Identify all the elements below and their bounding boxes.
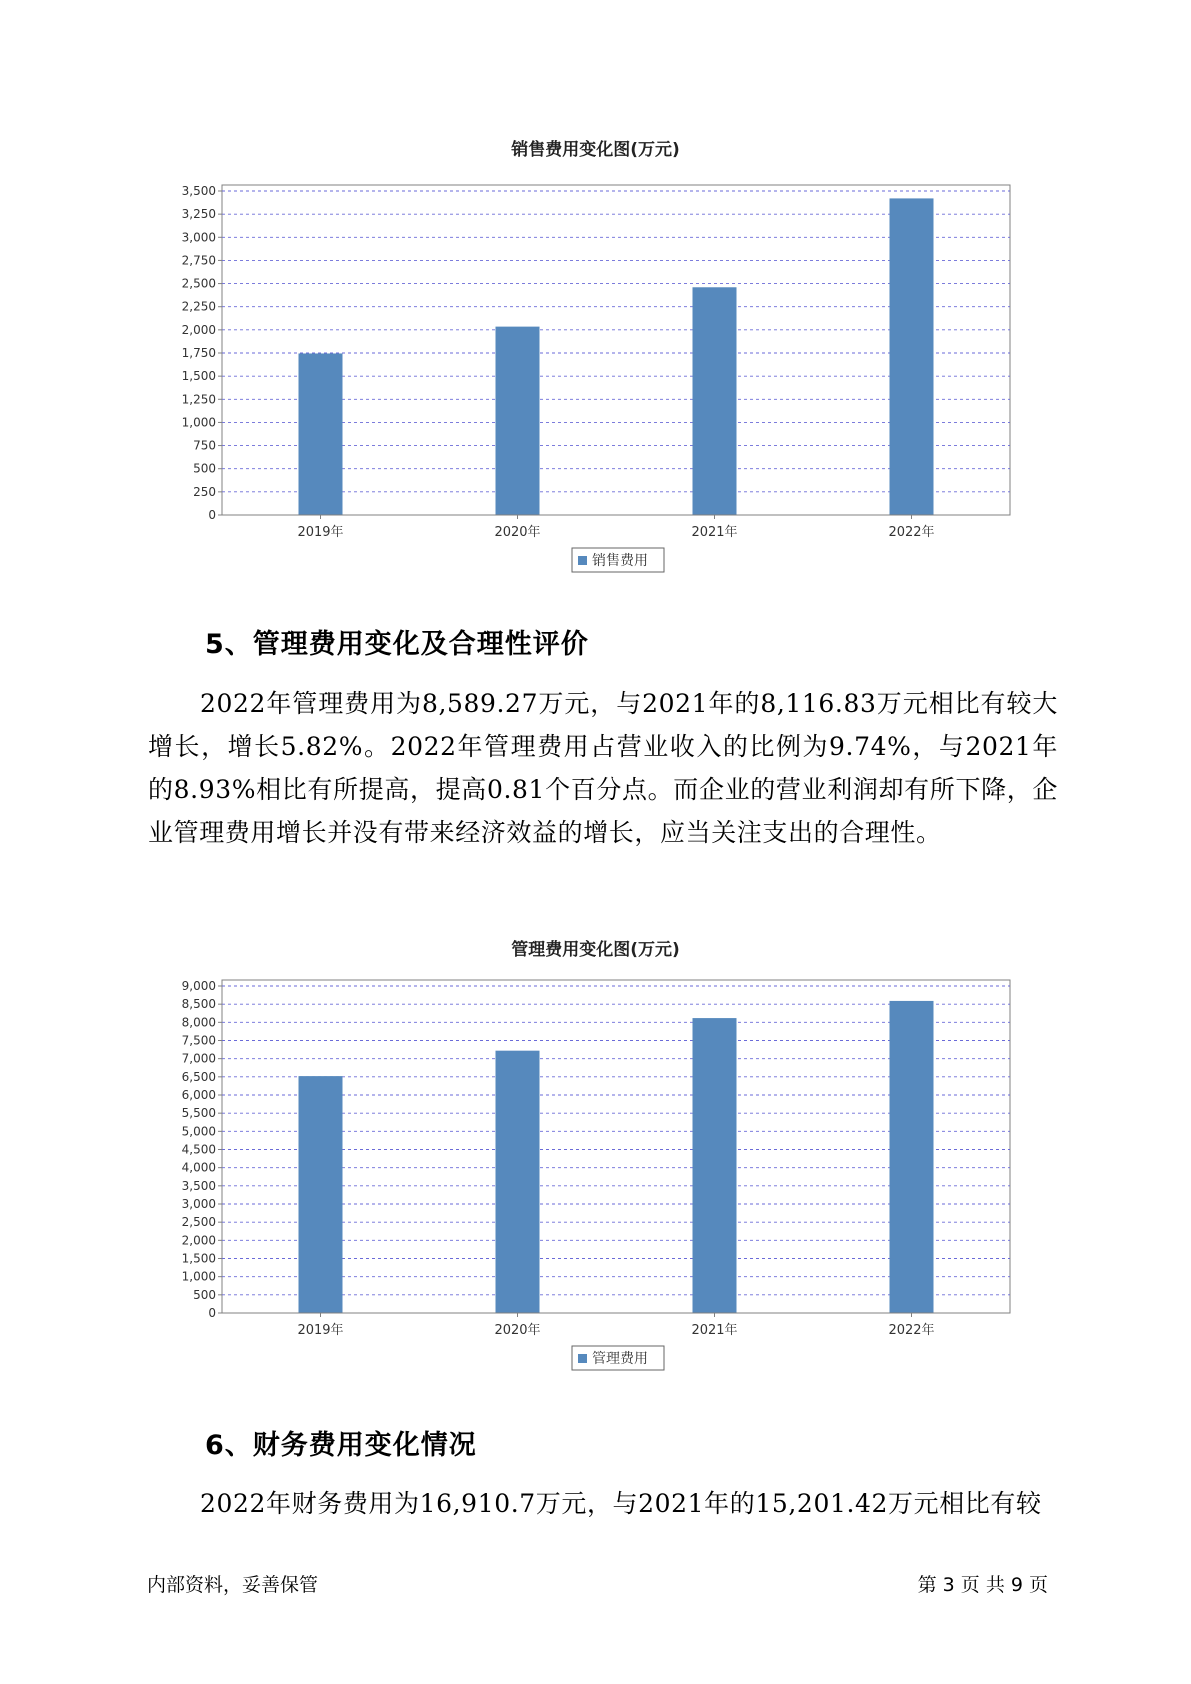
chart2-legend-label: 管理费用 [592, 1351, 648, 1367]
chart2-y-tick-label: 3,000 [181, 1197, 216, 1211]
chart2-y-tick-label: 1,000 [181, 1269, 216, 1284]
footer-page-number: 第 3 页 共 9 页 [917, 1574, 1048, 1596]
chart2-y-tick-label: 7,500 [181, 1033, 216, 1048]
chart1-y-tick-label: 3,500 [181, 184, 216, 198]
chart2-y-tick-label: 8,500 [181, 997, 216, 1012]
chart1-y-tick-label: 0 [208, 508, 216, 522]
chart1-y-tick-label: 1,500 [181, 369, 216, 384]
chart1-x-tick-label: 2021年 [691, 525, 738, 540]
chart2-x-tick-label: 2022年 [888, 1323, 935, 1338]
section5-heading: 5、管理费用变化及合理性评价 [205, 629, 589, 660]
chart1-y-tick-label: 1,250 [181, 392, 216, 407]
chart2-bar [693, 1018, 737, 1313]
section6-paragraph [148, 1482, 1058, 1525]
section6-heading: 6、财务费用变化情况 [205, 1430, 477, 1461]
chart2-y-tick-label: 2,000 [181, 1233, 216, 1248]
chart2-y-tick-label: 4,000 [181, 1160, 216, 1175]
chart1-x-tick-label: 2022年 [888, 525, 935, 540]
chart2-title: 管理费用变化图(万元) [511, 940, 680, 960]
chart1-y-tick-label: 750 [193, 438, 216, 453]
chart1-y-tick-label: 3,250 [181, 207, 216, 222]
chart2-x-tick-label: 2020年 [494, 1323, 541, 1338]
chart2-x-tick-label: 2021年 [691, 1323, 738, 1338]
chart1-y-tick-label: 1,000 [181, 415, 216, 430]
chart2-x-tick-label: 2019年 [297, 1323, 344, 1338]
chart2-y-tick-label: 7,000 [181, 1051, 216, 1066]
chart2-y-tick-label: 5,000 [181, 1124, 216, 1139]
chart2-legend-swatch [578, 1354, 587, 1363]
section6-paragraph-text: 2022年财务费用为16,910.7万元，与2021年的15,201.42万元相比有较 [200, 1489, 1042, 1518]
section5-paragraph-text: 2022年管理费用为8,589.27万元，与2021年的8,116.83万元相比有较大增长，增长5.82%。2022年管理费用占营业收入的比例为9.74%，与2021年的8.93%相比有所提高，提高0.81个百分点。而企业的营业利润却有所下降，企业管理费用增长并没有带来经济效益的增长，应当关注支出的合理性。 [148, 689, 1058, 847]
chart2-y-tick-label: 9,000 [181, 979, 216, 993]
chart2-y-tick-label: 4,500 [181, 1142, 216, 1157]
chart1-y-tick-label: 3,000 [181, 230, 216, 245]
chart1-y-tick-label: 2,250 [181, 299, 216, 314]
chart2-y-tick-label: 6,500 [181, 1069, 216, 1084]
chart1-y-tick-label: 2,500 [181, 276, 216, 291]
chart1-legend-label: 销售费用 [592, 553, 648, 569]
chart1-y-tick-label: 2,750 [181, 253, 216, 268]
chart2-y-tick-label: 500 [193, 1287, 216, 1302]
chart2-y-tick-label: 8,000 [181, 1015, 216, 1030]
chart2-y-tick-label: 3,500 [181, 1178, 216, 1193]
chart1-x-tick-label: 2019年 [297, 525, 344, 540]
chart1-title: 销售费用变化图(万元) [511, 140, 680, 160]
chart1-y-tick-label: 250 [193, 484, 216, 499]
chart2-bar [890, 1001, 934, 1313]
chart2-y-tick-label: 1,500 [181, 1251, 216, 1266]
footer-confidential: 内部资料，妥善保管 [147, 1574, 319, 1596]
chart1-y-tick-label: 500 [193, 461, 216, 476]
chart2-bar [299, 1076, 343, 1313]
chart1-y-tick-label: 2,000 [181, 322, 216, 337]
chart2-bar [496, 1051, 540, 1313]
chart1-y-tick-label: 1,750 [181, 346, 216, 360]
chart2-y-tick-label: 0 [208, 1306, 216, 1320]
chart2-y-tick-label: 5,500 [181, 1106, 216, 1121]
chart1-x-tick-label: 2020年 [494, 525, 541, 540]
chart2-y-tick-label: 6,000 [181, 1088, 216, 1102]
chart2-y-tick-label: 2,500 [181, 1215, 216, 1230]
